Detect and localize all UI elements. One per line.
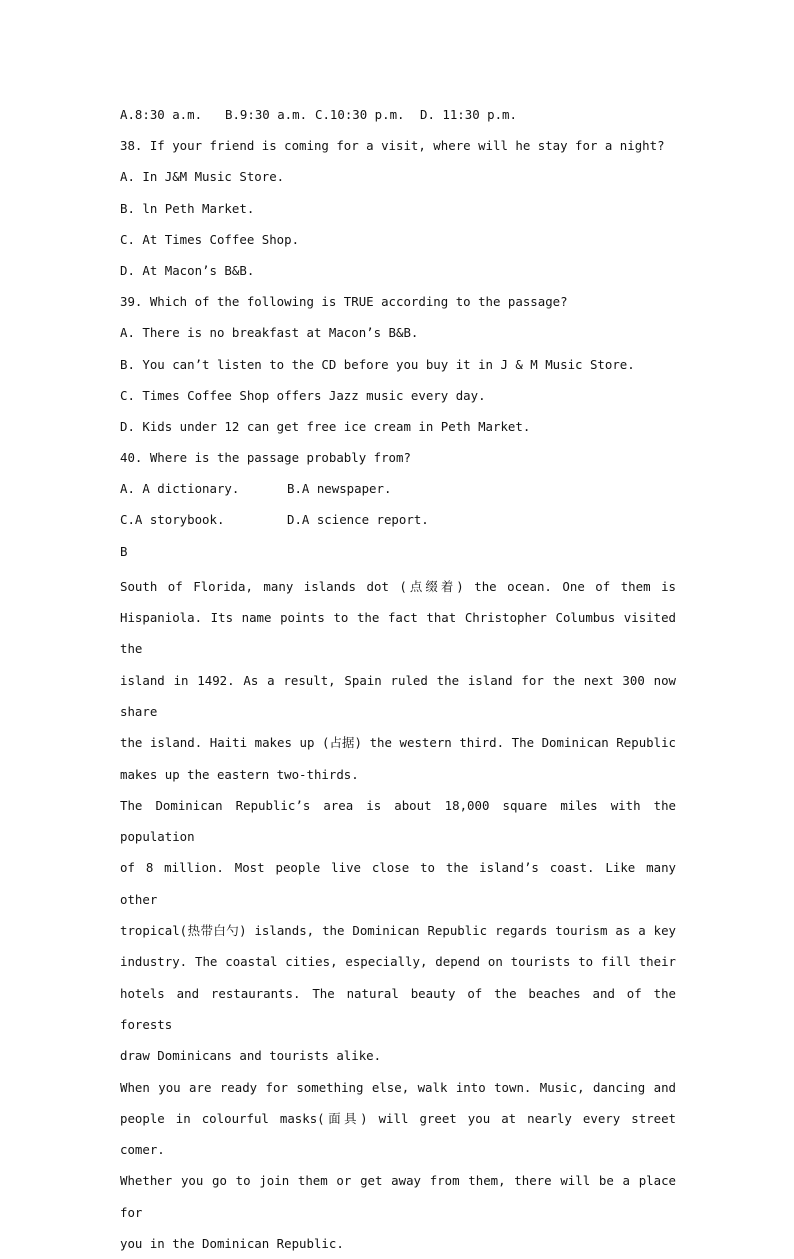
q37-option-c: C.10:30 p.m.	[315, 107, 405, 122]
q40-option-a: A. A dictionary.	[120, 481, 240, 497]
q40-option-c: C.A storybook.	[120, 512, 225, 528]
q39-option-c: C. Times Coffee Shop offers Jazz music every day.	[120, 387, 486, 403]
paragraph-3	[120, 1072, 676, 1259]
q38-option-c: C. At Times Coffee Shop.	[120, 231, 300, 247]
paragraph-line: When you are ready for something else, walk into town. Music, dancing and	[120, 1079, 676, 1095]
q37-option-d: D. 11:30 p.m.	[420, 107, 517, 122]
q39-option-a: A. There is no breakfast at Macon’s B&B.	[120, 325, 419, 341]
paragraph-line: draw Dominicans and tourists alike.	[120, 1048, 382, 1064]
paragraph-line: The Dominican Republic’s area is about 18,000 square miles with the population	[120, 797, 676, 845]
paragraph-line: South of Florida, many islands dot (点缀着) the ocean. One of them is	[120, 578, 676, 594]
q37-options	[120, 103, 676, 134]
paragraph-line: Whether you go to join them or get away from them, there will be a place for	[120, 1173, 676, 1220]
q40-option-b: B.A newspaper.	[287, 481, 392, 497]
paragraph-line: Hispaniola. Its name points to the fact that Christopher Columbus visited the	[120, 610, 676, 657]
paragraph-line: people in colourful masks(面具) will greet you at nearly every street comer.	[120, 1110, 676, 1158]
q39-option-b: B. You can’t listen to the CD before you buy it in J & M Music Store.	[120, 356, 635, 372]
q38-question: 38. If your friend is coming for a visit, where will he stay for a night?	[120, 138, 665, 154]
q37-option-a: A.8:30 a.m.	[120, 107, 203, 122]
q38-option-b: B. ln Peth Market.	[120, 200, 255, 216]
q39-option-d: D. Kids under 12 can get free ice cream in Peth Market.	[120, 418, 531, 434]
q37-option-b: B.9:30 a.m.	[225, 107, 308, 122]
q40-question: 40. Where is the passage probably from?	[120, 450, 411, 466]
paragraph-1	[120, 571, 676, 790]
paragraph-line: of 8 million. Most people live close to the island’s coast. Like many other	[120, 860, 676, 907]
paragraph-2	[120, 790, 676, 1072]
paragraph-line: island in 1492. As a result, Spain ruled the island for the next 300 now share	[120, 672, 676, 719]
q38-option-d: D. At Macon’s B&B.	[120, 262, 255, 278]
paragraph-line: tropical(热带白勺) islands, the Dominican Republic regards tourism as a key	[120, 923, 676, 939]
q40-options-row-2	[120, 508, 676, 539]
paragraph-line: industry. The coastal cities, especially, depend on tourists to fill their	[120, 954, 676, 970]
paragraph-line: you in the Dominican Republic.	[120, 1236, 344, 1252]
q38-option-a: A. In J&M Music Store.	[120, 169, 285, 185]
paragraph-line: makes up the eastern two-thirds.	[120, 766, 359, 782]
paragraph-line: hotels and restaurants. The natural beauty of the beaches and of the forests	[120, 985, 676, 1032]
section-b-label: B	[120, 543, 128, 559]
q40-options-row-1	[120, 477, 676, 508]
paragraph-line: the island. Haiti makes up (占据) the western third. The Dominican Republic	[120, 735, 676, 751]
document-page	[120, 103, 676, 1259]
q40-option-d: D.A science report.	[287, 512, 429, 528]
q39-question: 39. Which of the following is TRUE according to the passage?	[120, 294, 568, 310]
